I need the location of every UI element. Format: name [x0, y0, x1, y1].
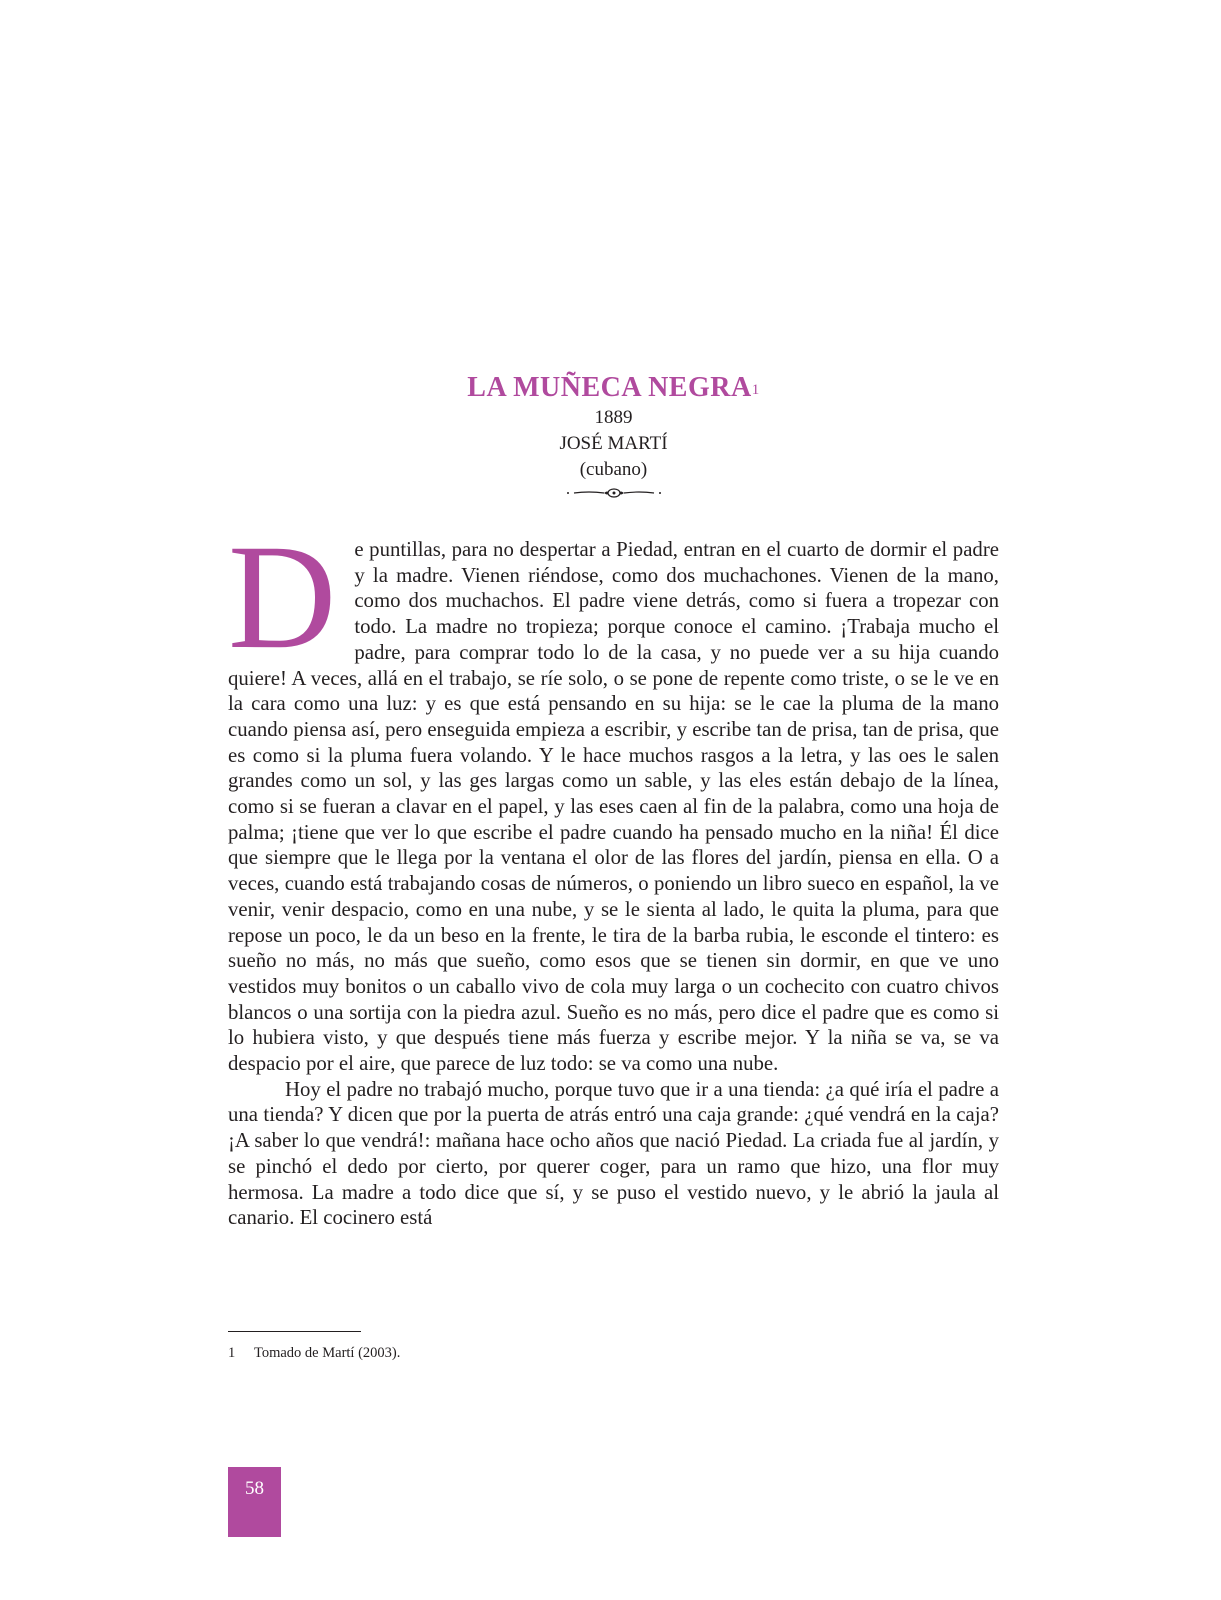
- chapter-title: [228, 371, 999, 405]
- page-number: 58: [228, 1467, 281, 1537]
- decorative-flourish-icon: [564, 487, 664, 499]
- footnote-text: Tomado de Martí (2003).: [254, 1345, 401, 1361]
- paragraph-2: Hoy el padre no trabajó mucho, porque tuvo que ir a una tienda: ¿a qué iría el padre a una tienda? Y dicen que por la puerta de atrás entró una caja grande: ¿qué vendrá en la caja? ¡A saber lo que vendrá!: mañana hace ocho años que nació Piedad. La criada fue al jardín, y se pinchó el dedo por cierto, por querer coger, para un ramo que hizo, una flor muy hermosa. La madre a todo dice que sí, y se puso el vestido nuevo, y le abrió la jaula al canario. El cocinero está: [228, 1077, 999, 1230]
- author-name: JOSÉ MARTÍ: [559, 433, 668, 454]
- footnote-marker[interactable]: 1: [751, 382, 760, 398]
- footnote-divider: [228, 1331, 361, 1332]
- author-nationality: (cubano): [579, 459, 648, 480]
- paragraph-1-text: e puntillas, para no despertar a Piedad, entran en el cuarto de dormir el padre y la madre. Vienen riéndose, como dos muchachones. Vienen de la mano, como dos muchachos. El padre viene detrás, como si fuera a tropezar con todo. La madre no tropieza; porque conoce el camino. ¡Trabaja mucho el padre, para comprar todo lo de la casa, y no puede ver a su hija cuando quiere! A veces, allá en el trabajo, se ríe solo, o se pone de repente como triste, o se le ve en la cara como una luz: y es que está pensando en su hija: se le cae la pluma de la mano cuando piensa así, pero enseguida empieza a escribir, y escribe tan de prisa, tan de prisa, que es como si la pluma fuera volando. Y le hace muchos rasgos a la letra, y las oes le salen grandes como un sol, y las ges largas como un sable, y las eles están debajo de la línea, como si se fueran a clavar en el papel, y las eses caen al fin de la palabra, como una hoja de palma; ¡tiene que ver lo que escribe el padre cuando ha pensado mucho en la niña! Él dice que siempre que le llega por la ventana el olor de las flores del jardín, piensa en ella. O a veces, cuando está trabajando cosas de números, o poniendo un libro sueco en español, la ve venir, venir despacio, como en una nube, y se le sienta al lado, le quita la pluma, para que repose un poco, le da un beso en la frente, le tira de la barba rubia, le esconde el tintero: es sueño no más, no más que sueño, como esos que se tienen sin dormir, en que ve uno vestidos muy bonitos o un caballo vivo de cola muy larga o un cochecito con cuatro chivos blancos o una sortija con la piedra azul. Sueño es no más, pero dice el padre que es como si lo hubiera visto, y que después tiene más fuerza y escribe mejor. Y la niña se va, se va despacio por el aire, que parece de luz todo: se va como una nube.: [228, 538, 999, 1076]
- footnote-number: 1: [228, 1345, 236, 1361]
- story-body: [228, 514, 999, 1231]
- chapter-title-text: LA MUÑECA NEGRA: [467, 372, 752, 403]
- publication-year: 1889: [594, 407, 633, 428]
- drop-cap: D: [228, 514, 337, 680]
- footnote: [228, 1344, 400, 1362]
- paragraph-1: [228, 514, 999, 1077]
- chapter-header: [228, 371, 999, 499]
